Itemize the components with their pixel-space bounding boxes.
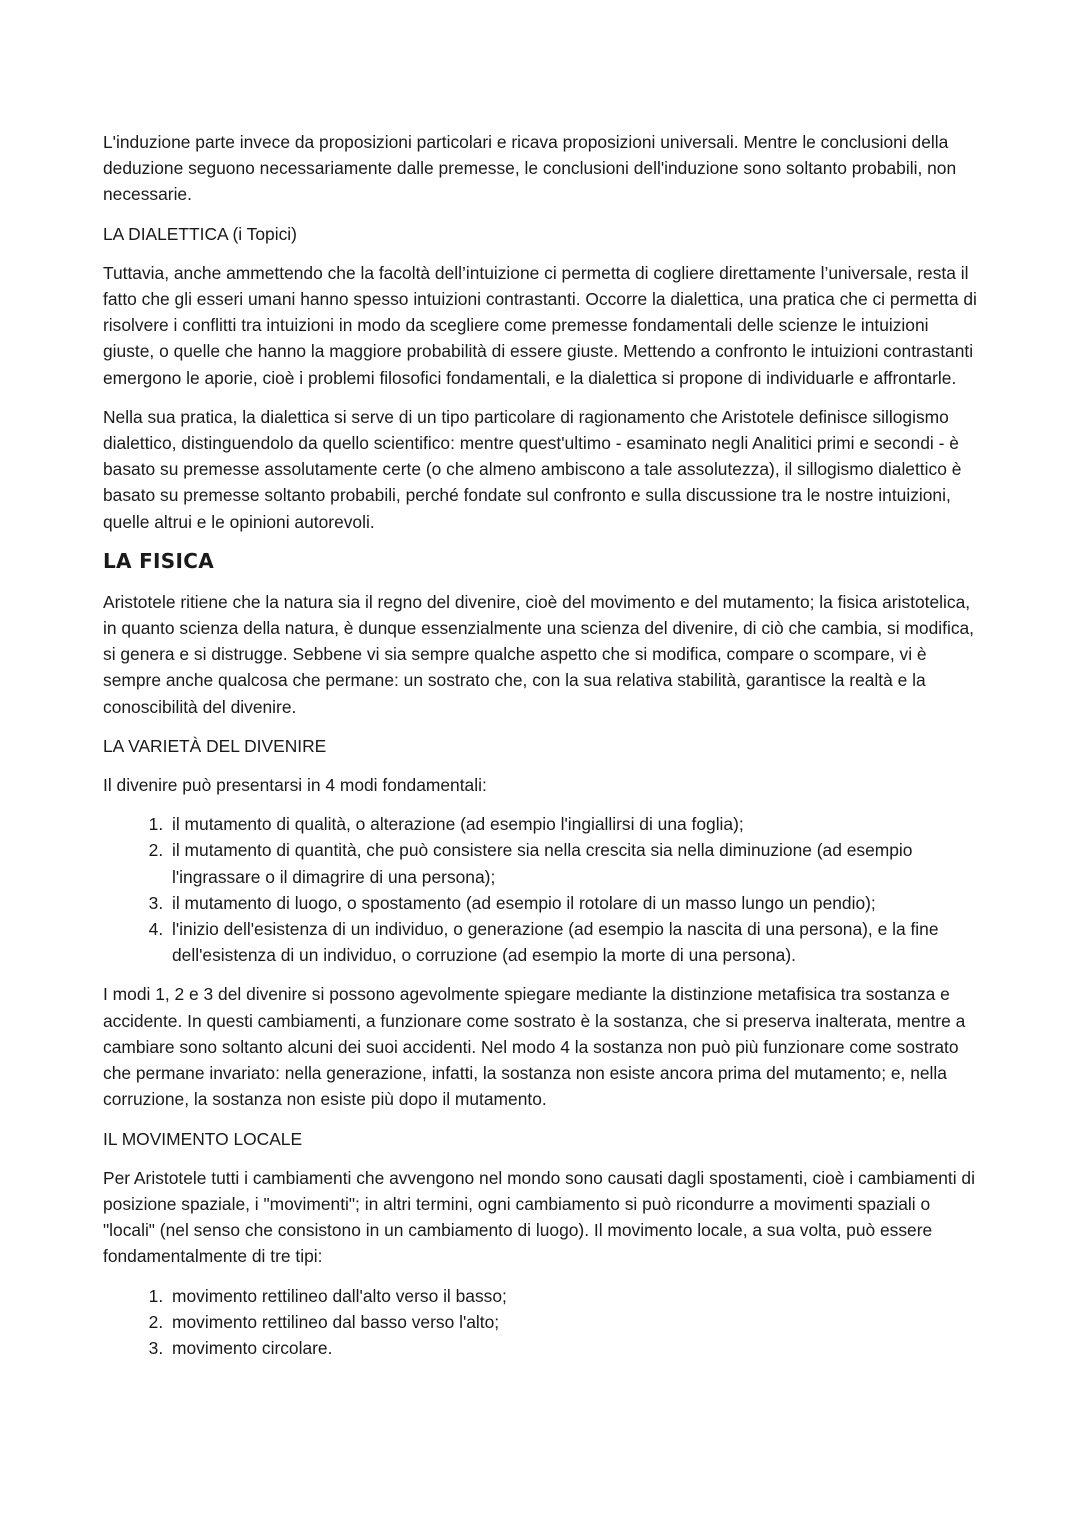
varieta-intro: Il divenire può presentarsi in 4 modi fondamentali: bbox=[103, 775, 487, 796]
varieta-paragraph-2: I modi 1, 2 e 3 del divenire si possono agevolmente spiegare mediante la distinzione metafisica tra sostanza e accidente. In questi cambiamenti, a funzionare come sostrato è la sostanza, che si preserva inalterata, mentre a cambiare sono soltanto alcuni dei suoi accidenti. Nel modo 4 la sostanza non può più funzionare come sostrato che permane invariato: nella generazione, infatti, la sostanza non esiste ancora prima del mutamento; e, nella corruzione, la sostanza non esiste più dopo il mutamento. bbox=[103, 984, 966, 1110]
movimento-types-list bbox=[103, 1283, 983, 1362]
dialettica-paragraph-2: Nella sua pratica, la dialettica si serve di un tipo particolare di ragionamento che Aristotele definisce sillogismo dialettico, distinguendolo da quello scientifico: mentre quest'ultimo - esaminato negli Analitici primi e secondi - è basato su premesse assolutamente certe (o che almeno ambiscono a tale assolutezza), il sillogismo dialettico è basato su premesse soltanto probabili, perché fondate sul confronto e sulla discussione tra le nostre intuizioni, quelle altrui e le opinioni autorevoli. bbox=[103, 406, 962, 532]
fisica-paragraph: Aristotele ritiene che la natura sia il regno del divenire, cioè del movimento e del mutamento; la fisica aristotelica, in quanto scienza della natura, è dunque essenzialmente una scienza del divenire, di ciò che cambia, si modifica, si genera e si distrugge. Sebbene vi sia sempre qualche aspetto che si modifica, compare o scompare, vi è sempre anche qualcosa che permane: un sostrato che, con la sua relativa stabilità, garantisce la realtà e la conoscibilità del divenire. bbox=[103, 591, 975, 717]
list-item: 2. il mutamento di quantità, che può consistere sia nella crescita sia nella diminuzione (ad esempio l'ingrassare o il dimagrire di una persona); bbox=[168, 837, 983, 889]
list-item: 2. movimento rettilineo dal basso verso l'alto; bbox=[168, 1309, 983, 1335]
list-item: 1. il mutamento di qualità, o alterazione (ad esempio l'ingiallirsi di una foglia); bbox=[168, 811, 983, 837]
divenire-modes-list bbox=[103, 811, 983, 968]
varieta-heading: LA VARIETÀ DEL DIVENIRE bbox=[103, 735, 327, 756]
dialettica-paragraph-1: Tuttavia, anche ammettendo che la facoltà dell’intuizione ci permetta di cogliere direttamente l’universale, resta il fatto che gli esseri umani hanno spesso intuizioni contrastanti. Occorre la dialettica, una pratica che ci permetta di risolvere i conflitti tra intuizioni in modo da scegliere come premesse fondamentali delle scienze le intuizioni giuste, o quelle che hanno la maggiore probabilità di essere giuste. Mettendo a confronto le intuizioni contrastanti emergono le aporie, cioè i problemi filosofici fondamentali, e la dialettica si propone di individuarle e affrontarle. bbox=[103, 262, 977, 388]
fisica-section-title: LA FISICA bbox=[103, 548, 214, 573]
list-item: 3. movimento circolare. bbox=[168, 1335, 983, 1361]
dialettica-heading: LA DIALETTICA (i Topici) bbox=[103, 223, 297, 244]
list-item: 1. movimento rettilineo dall'alto verso il basso; bbox=[168, 1283, 983, 1309]
movimento-heading: IL MOVIMENTO LOCALE bbox=[103, 1128, 303, 1149]
intro-paragraph: L'induzione parte invece da proposizioni particolari e ricava proposizioni universali. Mentre le conclusioni della deduzione seguono necessariamente dalle premesse, le conclusioni dell'induzione sono soltanto probabili, non necessarie. bbox=[103, 132, 957, 205]
movimento-paragraph: Per Aristotele tutti i cambiamenti che avvengono nel mondo sono causati dagli spostamenti, cioè i cambiamenti di posizione spaziale, i "movimenti"; in altri termini, ogni cambiamento si può ricondurre a movimenti spaziali o "locali" (nel senso che consistono in un cambiamento di luogo). Il movimento locale, a sua volta, può essere fondamentalmente di tre tipi: bbox=[103, 1167, 975, 1267]
list-item: 4. l'inizio dell'esistenza di un individuo, o generazione (ad esempio la nascita di una persona), e la fine dell'esistenza di un individuo, o corruzione (ad esempio la morte di una persona). bbox=[168, 916, 983, 968]
list-item: 3. il mutamento di luogo, o spostamento (ad esempio il rotolare di un masso lungo un pendio); bbox=[168, 890, 983, 916]
document-page bbox=[103, 129, 983, 1374]
